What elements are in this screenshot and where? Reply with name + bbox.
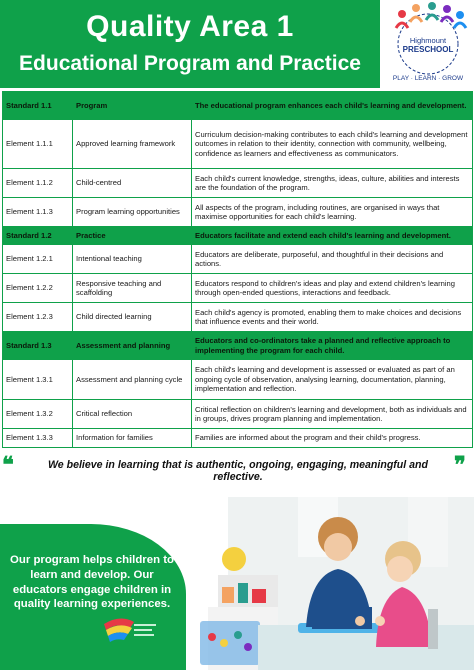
element-description: Educators are deliberate, purposeful, and thoughtful in their decisions and actions. <box>192 245 473 274</box>
standard-code: Standard 1.3 <box>3 332 73 360</box>
element-code: Element 1.2.3 <box>3 303 73 332</box>
standard-row <box>3 332 473 360</box>
element-name: Critical reflection <box>73 400 192 429</box>
element-name: Child-centred <box>73 169 192 198</box>
element-row <box>3 400 473 429</box>
logo-tagline: PLAY · LEARN · GROW <box>392 75 464 82</box>
quote-text: We believe in learning that is authentic, ongoing, engaging, meaningful and reflective. <box>47 459 429 483</box>
close-quote-icon: ❞ <box>454 452 466 478</box>
element-code: Element 1.3.1 <box>3 360 73 400</box>
element-description: Each child's learning and development is assessed or evaluated as part of an ongoing cycle of observation, analysing learning, documentation, planning, implementation and reflection. <box>192 360 473 400</box>
footer-logo-icon <box>100 612 160 646</box>
standard-row <box>3 227 473 245</box>
preschool-logo <box>382 0 474 88</box>
element-row <box>3 274 473 303</box>
element-description: Educators respond to children's ideas and play and extend children's learning through open-ended questions, interactions and feedback. <box>192 274 473 303</box>
standard-description: The educational program enhances each child's learning and development. <box>192 92 473 120</box>
element-row <box>3 120 473 169</box>
promo-text: Our program helps children to learn and develop. Our educators engage children in quality learning experiences. <box>10 554 174 611</box>
standard-code: Standard 1.1 <box>3 92 73 120</box>
element-name: Assessment and planning cycle <box>73 360 192 400</box>
logo-name-line1: Highmount <box>409 36 447 45</box>
element-code: Element 1.1.1 <box>3 120 73 169</box>
standards-table <box>2 91 473 448</box>
quote-bar <box>0 452 474 483</box>
standard-name: Program <box>73 92 192 120</box>
element-name: Information for families <box>73 429 192 448</box>
element-code: Element 1.1.2 <box>3 169 73 198</box>
page-subtitle: Educational Program and Practice <box>19 52 361 75</box>
element-code: Element 1.3.2 <box>3 400 73 429</box>
element-row <box>3 245 473 274</box>
standard-name: Assessment and planning <box>73 332 192 360</box>
standard-code: Standard 1.2 <box>3 227 73 245</box>
element-name: Child directed learning <box>73 303 192 332</box>
element-code: Element 1.1.3 <box>3 198 73 227</box>
element-code: Element 1.2.2 <box>3 274 73 303</box>
standard-row <box>3 92 473 120</box>
element-code: Element 1.3.3 <box>3 429 73 448</box>
element-description: Each child's agency is promoted, enabling them to make choices and decisions that influence events and their world. <box>192 303 473 332</box>
element-description: Each child's current knowledge, strengths, ideas, culture, abilities and interests are the foundation of the program. <box>192 169 473 198</box>
standard-name: Practice <box>73 227 192 245</box>
educator-child-illustration <box>188 497 474 670</box>
element-row <box>3 198 473 227</box>
element-description: Families are informed about the program and their child's progress. <box>192 429 473 448</box>
element-row <box>3 360 473 400</box>
logo-name-line2: PRESCHOOL <box>402 45 454 54</box>
element-name: Intentional teaching <box>73 245 192 274</box>
element-row <box>3 169 473 198</box>
open-quote-icon: ❝ <box>2 452 14 478</box>
element-description: Critical reflection on children's learning and development, both as individuals and in groups, drives program planning and implementation. <box>192 400 473 429</box>
element-name: Responsive teaching and scaffolding <box>73 274 192 303</box>
standard-description: Educators and co-ordinators take a planned and reflective approach to implementing the program for each child. <box>192 332 473 360</box>
page-title: Quality Area 1 <box>86 10 294 43</box>
page-header <box>0 0 474 88</box>
element-name: Program learning opportunities <box>73 198 192 227</box>
element-code: Element 1.2.1 <box>3 245 73 274</box>
element-description: All aspects of the program, including routines, are organised in ways that maximise opportunities for each child's learning. <box>192 198 473 227</box>
element-row <box>3 303 473 332</box>
element-name: Approved learning framework <box>73 120 192 169</box>
standard-description: Educators facilitate and extend each child's learning and development. <box>192 227 473 245</box>
element-description: Curriculum decision-making contributes to each child's learning and development outcomes in relation to their identity, connection with community, wellbeing, confidence as learners and effectiveness as communicators. <box>192 120 473 169</box>
element-row <box>3 429 473 448</box>
classroom-photo <box>188 497 474 670</box>
